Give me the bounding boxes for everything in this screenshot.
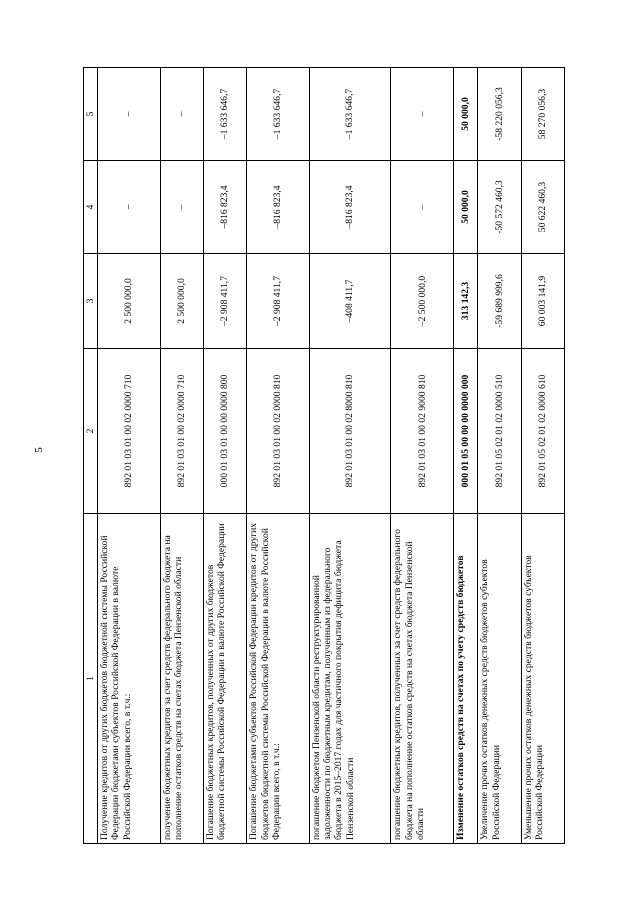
row-code: 892 01 03 01 00 02 0000 710 (98, 349, 161, 514)
row-value-col4: -50 572 460,3 (478, 161, 521, 254)
page-number: 5 (32, 447, 45, 453)
row-value-col4: – (98, 161, 161, 254)
row-value-col3: 313 142,3 (453, 254, 477, 349)
row-value-col3: 60 003 141,9 (521, 254, 564, 349)
table-row (521, 68, 564, 844)
row-value-col3: –408 411,7 (309, 254, 391, 349)
rotated-table-container (83, 68, 565, 844)
row-name: Увеличение прочих остатков денежных средств бюджетов субъектов Российской Федерации (478, 514, 521, 844)
row-value-col3: –2 500 000,0 (391, 254, 454, 349)
row-value-col3: 2 500 000,0 (98, 254, 161, 349)
row-name: Погашение бюджетами субъектов Российской Федерации кредитов от других бюджетов бюджетной системы Российской Федерации в валюте Российской Федерации всего, в т.ч.: (247, 514, 310, 844)
header-col-2: 2 (84, 349, 98, 514)
row-value-col5: –1 633 646,7 (247, 68, 310, 161)
row-code: 892 01 03 01 00 02 0000 810 (247, 349, 310, 514)
row-value-col4: –816 823,4 (203, 161, 246, 254)
row-value-col5: 58 270 056,3 (521, 68, 564, 161)
header-col-3: 3 (84, 254, 98, 349)
row-value-col4: –816 823,4 (247, 161, 310, 254)
row-value-col5: –1 633 646,7 (309, 68, 391, 161)
row-code: 000 01 05 00 00 00 0000 000 (453, 349, 477, 514)
row-value-col4: –816 823,4 (309, 161, 391, 254)
row-name: Погашение бюджетных кредитов, полученных от других бюджетов бюджетной системы Российской Федерации в валюте Российской Федерации (203, 514, 246, 844)
header-col-4: 4 (84, 161, 98, 254)
table-row (478, 68, 521, 844)
row-value-col3: 2 500 000,0 (160, 254, 203, 349)
header-col-5: 5 (84, 68, 98, 161)
row-code: 892 01 03 01 00 02 0000 710 (160, 349, 203, 514)
row-value-col5: – (391, 68, 454, 161)
table-row (453, 68, 477, 844)
row-value-col4: – (391, 161, 454, 254)
row-value-col4: 50 622 460,3 (521, 161, 564, 254)
row-name: Изменение остатков средств на счетах по учету средств бюджетов (453, 514, 477, 844)
row-value-col3: –2 908 411,7 (203, 254, 246, 349)
table-header-row (84, 68, 98, 844)
row-value-col5: -58 220 056,3 (478, 68, 521, 161)
row-code: 892 01 05 02 01 02 0000 610 (521, 349, 564, 514)
row-code: 892 01 05 02 01 02 0000 510 (478, 349, 521, 514)
row-value-col5: 50 000,0 (453, 68, 477, 161)
row-value-col3: –2 908 411,7 (247, 254, 310, 349)
table-row (203, 68, 246, 844)
budget-sources-table (83, 67, 565, 844)
row-name: получение бюджетных кредитов за счет средств федерального бюджета на пополнение остатков средств на счетах бюджета Пензенской области (160, 514, 203, 844)
row-code: 892 01 03 01 00 02 9000 810 (391, 349, 454, 514)
table-row (247, 68, 310, 844)
row-name: погашение бюджетных кредитов, полученных за счет средств федерального бюджета на пополнение остатков средств на счетах бюджета Пензенской области (391, 514, 454, 844)
row-name: Получение кредитов от других бюджетов бюджетной системы Российской Федерации бюджетами субъектов Российской Федерации в валюте Российской Федерации всего, в т.ч.: (98, 514, 161, 844)
row-code: 000 01 03 01 00 00 0000 800 (203, 349, 246, 514)
row-value-col4: – (160, 161, 203, 254)
row-name: погашение бюджетом Пензенской области реструктурированной задолженности по бюджетным кредитам, полученным из федерального бюджета в 2015–2017 годах для частичного покрытия дефицита бюджета Пензенской области (309, 514, 391, 844)
row-code: 892 01 03 01 00 02 8000 810 (309, 349, 391, 514)
row-name: Уменьшение прочих остатков денежных средств бюджетов субъектов Российской Федерации (521, 514, 564, 844)
table-row (160, 68, 203, 844)
row-value-col3: -59 689 999,6 (478, 254, 521, 349)
table-row (391, 68, 454, 844)
table-row (98, 68, 161, 844)
row-value-col4: 50 000,0 (453, 161, 477, 254)
row-value-col5: – (160, 68, 203, 161)
header-col-1: 1 (84, 514, 98, 844)
row-value-col5: –1 633 646,7 (203, 68, 246, 161)
row-value-col5: – (98, 68, 161, 161)
rotated-table-frame (83, 68, 565, 844)
table-row (309, 68, 391, 844)
